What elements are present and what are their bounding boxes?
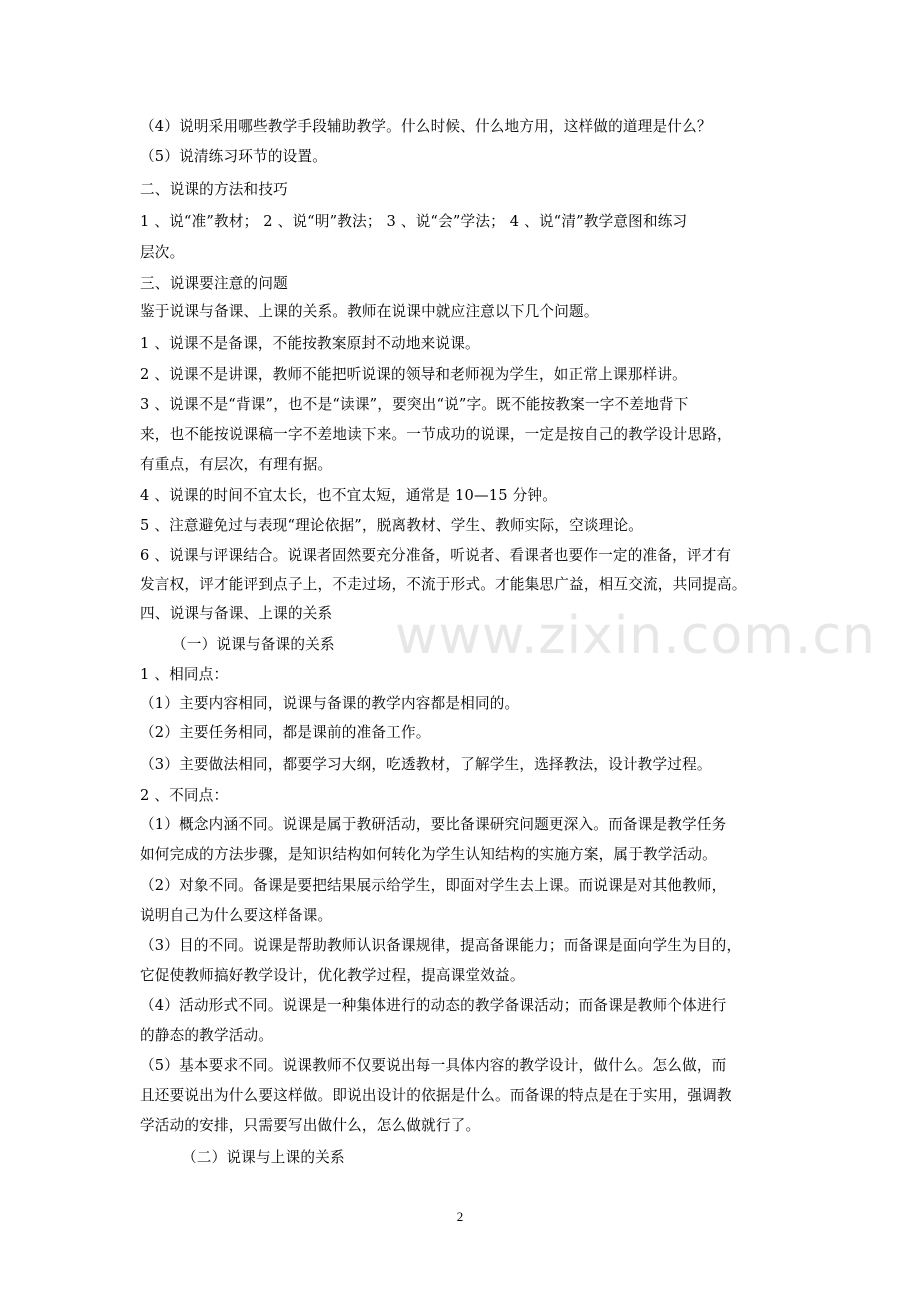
section-heading: 三、说课要注意的问题 [140,275,288,292]
text-line: 1 、说“准”教材； 2 、说“明”教法； 3 、说“会”学法； 4 、说“清”教学意图和练习 [140,213,688,230]
text-line: 发言权，评才能评到点子上，不走过场，不流于形式。才能集思广益，相互交流，共同提高。 [140,576,747,593]
text-line: （5）基本要求不同。说课教师不仅要说出每一具体内容的教学设计，做什么。怎么做，而 [140,1057,727,1074]
text-line: 的静态的教学活动。 [140,1027,274,1044]
text-line: 它促使教师搞好教学设计，优化教学过程，提高课堂效益。 [140,967,525,984]
text-line: （3）目的不同。说课是帮助教师认识备课规律，提高备课能力；而备课是面向学生为目的， [140,937,742,954]
text-line: 5 、注意避免过与表现“理论依据”，脱离教材、学生、教师实际，空谈理论。 [140,517,644,534]
text-line: 如何完成的方法步骤，是知识结构如何转化为学生认知结构的实施方案，属于教学活动。 [140,846,717,863]
text-line: （3）主要做法相同，都要学习大纲，吃透教材，了解学生，选择教法，设计教学过程。 [140,756,712,773]
text-line: （4）说明采用哪些教学手段辅助教学。什么时候、什么地方用，这样做的道理是什么？ [140,118,712,135]
text-line: 6 、说课与评课结合。说课者固然要充分准备，听说者、看课者也要作一定的准备，评才有 [140,547,732,564]
text-line: 说明自己为什么要这样备课。 [140,907,333,924]
text-line: （2）主要任务相同，都是课前的准备工作。 [140,724,431,741]
text-line: 来，也不能按说课稿一字不差地读下来。一节成功的说课，一定是按自己的教学设计思路， [140,426,732,443]
text-line: 2 、不同点： [140,787,229,804]
text-line: 有重点，有层次，有理有据。 [140,456,333,473]
text-line: （1）主要内容相同，说课与备课的教学内容都是相同的。 [140,695,520,712]
text-line: 层次。 [140,244,185,261]
text-line: （2）对象不同。备课是要把结果展示给学生，即面对学生去上课。而说课是对其他教师， [140,877,727,894]
subsection-heading: （一）说课与备课的关系 [172,636,335,653]
text-line: 4 、说课的时间不宜太长，也不宜太短，通常是 10—15 分钟。 [140,487,557,504]
page-number: 2 [456,1209,464,1224]
text-line: 1 、相同点： [140,666,229,683]
section-heading: 四、说课与备课、上课的关系 [140,605,333,622]
subsection-heading: （二）说课与上课的关系 [182,1149,345,1166]
text-line: 学活动的安排，只需要写出做什么，怎么做就行了。 [140,1117,481,1134]
section-heading: 二、说课的方法和技巧 [140,181,288,198]
text-line: 鉴于说课与备课、上课的关系。教师在说课中就应注意以下几个问题。 [140,303,599,320]
text-line: （1）概念内涵不同。说课是属于教研活动，要比备课研究问题更深入。而备课是教学任务 [140,816,727,833]
text-line: 3 、说课不是“背课”，也不是“读课”，要突出“说”字。既不能按教案一字不差地背下 [140,396,689,413]
text-line: （4）活动形式不同。说课是一种集体进行的动态的教学备课活动；而备课是教师个体进行 [140,997,727,1014]
watermark: www.zixin.com.cn [395,606,876,666]
text-line: 且还要说出为什么要这样做。即说出设计的依据是什么。而备课的特点是在于实用，强调教 [140,1087,732,1104]
text-line: （5）说清练习环节的设置。 [140,148,328,165]
text-line: 2 、说课不是讲课，教师不能把听说课的领导和老师视为学生，如正常上课那样讲。 [140,366,687,383]
text-line: 1 、说课不是备课，不能按教案原封不动地来说课。 [140,335,480,352]
